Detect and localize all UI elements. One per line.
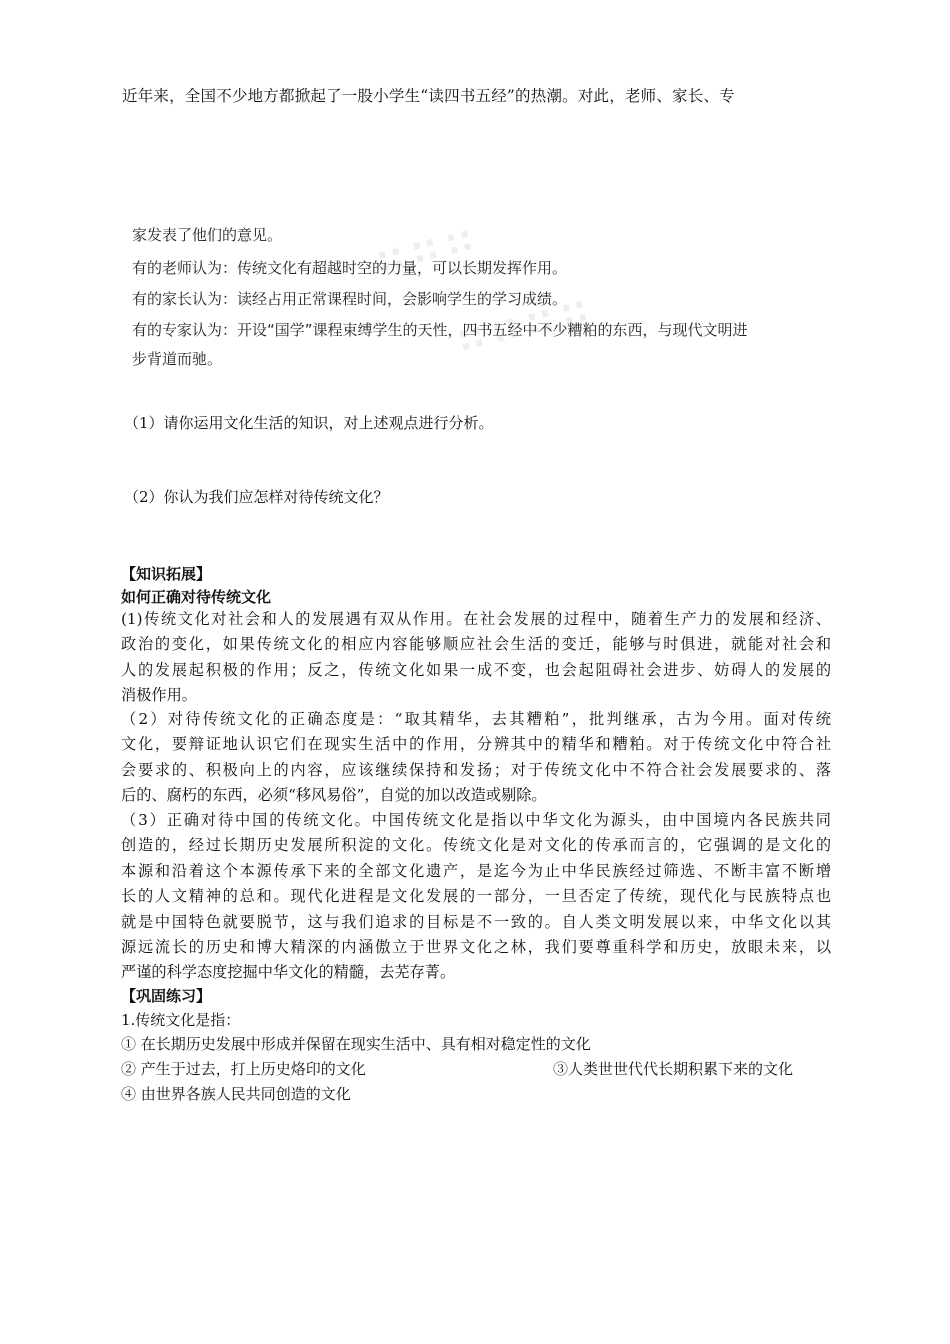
option-4: ④ 由世界各族人民共同创造的文化 [121, 1085, 351, 1103]
quote-line: 步背道而驰。 [132, 350, 223, 368]
text-line: （2）对待传统文化的正确态度是：“取其精华，去其糟粕”，批判继承，古为今用。面对传统 [121, 710, 831, 728]
text-line: 本源和沿着这个本源传承下来的全部文化遗产，是迄今为止中华民族经过筛选、不断丰富不断增 [121, 861, 831, 880]
text-line: 严谨的科学态度挖掘中华文化的精髓，去芜存菁。 [121, 963, 456, 982]
text-line: 后的、腐朽的东西，必须“移风易俗”，自觉的加以改造或剔除。 [121, 786, 547, 805]
text-line: 创造的，经过长期历史发展所积淀的文化。传统文化是对文化的传承而言的，它强调的是文化的 [121, 836, 831, 855]
question-2: （2）你认为我们应怎样对待传统文化？ [124, 488, 389, 506]
knowledge-paragraph-3 [121, 808, 831, 986]
practice-heading: 【巩固练习】 [121, 987, 212, 1005]
knowledge-paragraph-2 [121, 707, 831, 809]
text-line: 文化，要辩证地认识它们在现实生活中的作用，分辨其中的精华和糟粕。对于传统文化中符合社 [121, 735, 831, 754]
option-3: ③人类世世代代长期积累下来的文化 [553, 1060, 794, 1078]
quote-line: 有的家长认为：读经占用正常课程时间，会影响学生的学习成绩。 [132, 290, 568, 308]
practice-question-1: 1.传统文化是指： [121, 1011, 241, 1029]
text-line: (1)传统文化对社会和人的发展遇有双从作用。在社会发展的过程中，随着生产力的发展和经济、 [121, 610, 831, 628]
question-1: （1）请你运用文化生活的知识，对上述观点进行分析。 [124, 414, 494, 432]
knowledge-heading: 【知识拓展】 [121, 565, 212, 583]
text-line: 长的人文精神的总和。现代化进程是文化发展的一部分，一旦否定了传统，现代化与民族特点也 [121, 887, 831, 906]
text-line: 就是中国特色就要脱节，这与我们追求的目标是不一致的。自人类文明发展以来，中华文化以其 [121, 912, 831, 931]
quote-line: 有的专家认为：开设“国学”课程束缚学生的天性，四书五经中不少糟粕的东西，与现代文明进 [132, 321, 748, 339]
option-2: ② 产生于过去，打上历史烙印的文化 [121, 1060, 366, 1078]
quote-line: 家发表了他们的意见。 [132, 226, 283, 244]
knowledge-paragraph-1 [121, 607, 831, 709]
text-line: 人的发展起积极的作用；反之，传统文化如果一成不变，也会起阻碍社会进步、妨碍人的发展的 [121, 660, 831, 679]
watermark: ∷ ∷ ∷ [374, 221, 477, 283]
knowledge-subheading: 如何正确对待传统文化 [121, 588, 272, 606]
intro-paragraph: 近年来，全国不少地方都掀起了一股小学生“读四书五经”的热潮。对此，老师、家长、专 [122, 87, 735, 105]
text-line: 消极作用。 [121, 686, 197, 705]
text-line: 源远流长的历史和博大精深的内涵傲立于世界文化之林，我们要尊重科学和历史，放眼未来，以 [121, 938, 831, 957]
quote-line: 有的老师认为：传统文化有超越时空的力量，可以长期发挥作用。 [132, 259, 568, 277]
watermark: ∷ ∷ ∷ ∷ [455, 291, 592, 363]
text-line: 政治的变化，如果传统文化的相应内容能够顺应社会生活的变迁，能够与时俱进，就能对社会和 [121, 635, 831, 654]
text-line: 会要求的、积极向上的内容，应该继续保持和发扬；对于传统文化中不符合社会发展要求的、落 [121, 760, 831, 779]
option-1: ① 在长期历史发展中形成并保留在现实生活中、具有相对稳定性的文化 [121, 1035, 591, 1053]
text-line: （3）正确对待中国的传统文化。中国传统文化是指以中华文化为源头，由中国境内各民族共同 [121, 811, 831, 829]
